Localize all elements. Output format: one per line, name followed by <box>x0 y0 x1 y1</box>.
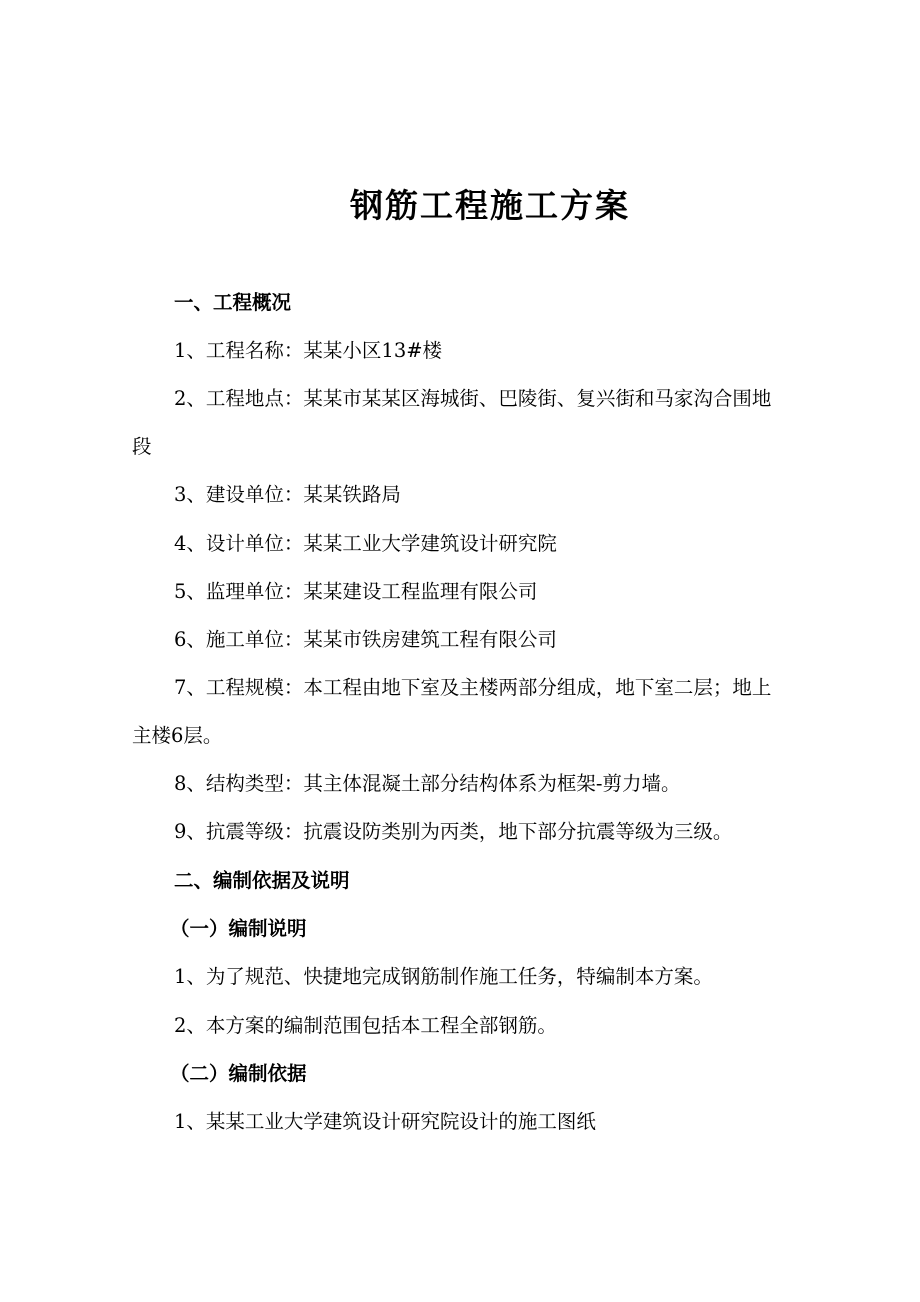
overview-item-supervisor: 5、监理单位：某某建设工程监理有限公司 <box>174 580 538 603</box>
subsection-heading-basis: （二）编制依据 <box>170 1062 307 1085</box>
section-heading-overview: 一、工程概况 <box>174 291 292 314</box>
document-title: 钢筋工程施工方案 <box>350 186 630 225</box>
overview-item-project-location: 2、工程地点：某某市某某区海城街、巴陵街、复兴街和马家沟合围地 <box>174 387 772 410</box>
overview-item-contractor: 6、施工单位：某某市铁房建筑工程有限公司 <box>174 628 557 651</box>
subsection-heading-description: （一）编制说明 <box>170 917 307 940</box>
section-heading-basis: 二、编制依据及说明 <box>174 869 350 892</box>
overview-item-project-name: 1、工程名称：某某小区13#楼 <box>174 339 443 362</box>
overview-item-designer: 4、设计单位：某某工业大学建筑设计研究院 <box>174 532 557 555</box>
overview-item-seismic-grade: 9、抗震等级：抗震设防类别为丙类，地下部分抗震等级为三级。 <box>174 820 733 843</box>
basis-item: 1、某某工业大学建筑设计研究院设计的施工图纸 <box>174 1110 596 1133</box>
overview-item-scale-cont: 主楼6层。 <box>132 724 223 747</box>
description-item: 2、本方案的编制范围包括本工程全部钢筋。 <box>174 1014 557 1037</box>
overview-item-scale: 7、工程规模：本工程由地下室及主楼两部分组成，地下室二层；地上 <box>174 676 772 699</box>
overview-item-owner: 3、建设单位：某某铁路局 <box>174 483 401 506</box>
overview-item-structure-type: 8、结构类型：其主体混凝土部分结构体系为框架-剪力墙。 <box>174 772 681 795</box>
overview-item-project-location-cont: 段 <box>132 435 152 458</box>
description-item: 1、为了规范、快捷地完成钢筋制作施工任务，特编制本方案。 <box>174 965 713 988</box>
